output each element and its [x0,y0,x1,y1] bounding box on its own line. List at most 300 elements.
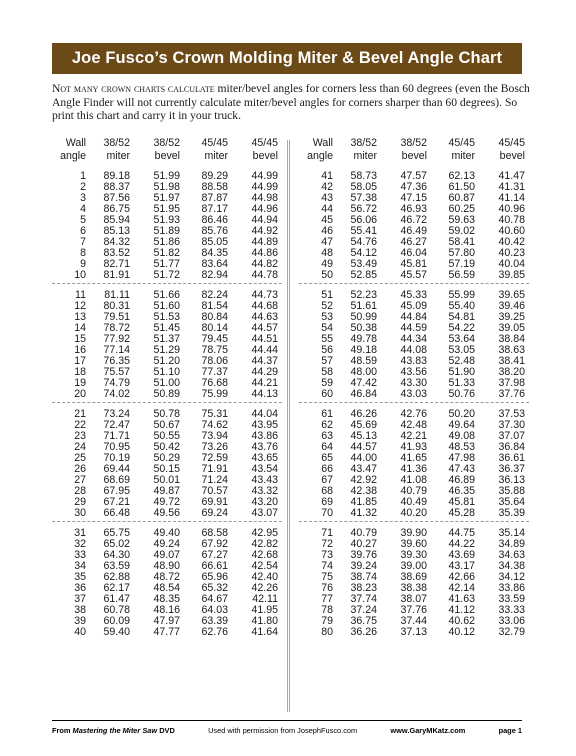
miter-4545-cell: 61.50 [448,181,475,193]
row-group [299,409,529,519]
miter-4545-cell: 46.89 [448,474,475,486]
bevel-4545-cell: 44.94 [251,214,278,226]
wall-angle-cell: 56 [321,344,333,356]
wall-angle-cell: 77 [321,593,333,605]
header-4545-bevel: 45/45 bevel [498,137,525,162]
bevel-3852-cell: 51.10 [153,366,180,378]
miter-3852-cell: 73.24 [103,408,130,420]
miter-3852-cell: 52.85 [350,269,377,281]
wall-angle-cell: 29 [74,496,86,508]
wall-angle-cell: 47 [321,236,333,248]
bevel-4545-cell: 37.07 [498,430,525,442]
wall-angle-cell: 45 [321,214,333,226]
miter-3852-cell: 42.38 [350,485,377,497]
table-row [299,627,529,638]
miter-3852-cell: 62.88 [103,571,130,583]
wall-angle-cell: 16 [74,344,86,356]
miter-4545-cell: 84.35 [201,247,228,259]
bevel-4545-cell: 42.68 [251,549,278,561]
wall-angle-cell: 34 [74,560,86,572]
bevel-4545-cell: 44.86 [251,247,278,259]
miter-3852-cell: 64.30 [103,549,130,561]
bevel-3852-cell: 50.55 [153,430,180,442]
bevel-4545-cell: 41.31 [498,181,525,193]
bevel-4545-cell: 38.84 [498,333,525,345]
miter-4545-cell: 81.54 [201,300,228,312]
bevel-3852-cell: 41.93 [400,441,427,453]
bevel-4545-cell: 35.64 [498,496,525,508]
bevel-4545-cell: 38.20 [498,366,525,378]
bevel-3852-cell: 50.15 [153,463,180,475]
miter-4545-cell: 77.37 [201,366,228,378]
bevel-4545-cell: 32.79 [498,626,525,638]
bevel-3852-cell: 44.08 [400,344,427,356]
miter-3852-cell: 41.85 [350,496,377,508]
miter-3852-cell: 57.38 [350,192,377,204]
bevel-4545-cell: 44.68 [251,300,278,312]
table-body [299,171,529,638]
bevel-3852-cell: 50.01 [153,474,180,486]
page-title: Joe Fusco’s Crown Molding Miter & Bevel Angle Chart [52,43,522,74]
bevel-3852-cell: 49.56 [153,507,180,519]
table-row [52,389,282,400]
miter-3852-cell: 45.13 [350,430,377,442]
miter-3852-cell: 58.05 [350,181,377,193]
bevel-4545-cell: 39.46 [498,300,525,312]
wall-angle-cell: 15 [74,333,86,345]
bevel-3852-cell: 50.89 [153,388,180,400]
miter-4545-cell: 51.90 [448,366,475,378]
miter-3852-cell: 81.91 [103,269,130,281]
bevel-3852-cell: 50.29 [153,452,180,464]
bevel-3852-cell: 44.59 [400,322,427,334]
bevel-4545-cell: 40.96 [498,203,525,215]
table-header [52,137,282,163]
bevel-3852-cell: 37.76 [400,604,427,616]
bevel-3852-cell: 50.42 [153,441,180,453]
miter-4545-cell: 69.91 [201,496,228,508]
bevel-3852-cell: 46.04 [400,247,427,259]
miter-4545-cell: 82.94 [201,269,228,281]
bevel-3852-cell: 40.49 [400,496,427,508]
table-row [299,270,529,281]
table-header [299,137,529,163]
intro-rest: miter/bevel angles for corners less than 60 degrees (even the Bosch Angle Finder will not currently calculate miter/bevel angles for corners sharper than 60 degrees). So print this chart and carry it in your truck. [52,82,530,123]
miter-3852-cell: 87.56 [103,192,130,204]
wall-angle-cell: 46 [321,225,333,237]
column-divider [287,140,290,712]
miter-4545-cell: 85.05 [201,236,228,248]
miter-4545-cell: 76.68 [201,377,228,389]
bevel-4545-cell: 42.26 [251,582,278,594]
bevel-3852-cell: 40.79 [400,485,427,497]
footer-website: www.GaryMKatz.com [390,726,466,735]
bevel-3852-cell: 51.60 [153,300,180,312]
bevel-4545-cell: 44.29 [251,366,278,378]
bevel-3852-cell: 45.33 [400,289,427,301]
wall-angle-cell: 36 [74,582,86,594]
miter-4545-cell: 65.96 [201,571,228,583]
bevel-4545-cell: 43.32 [251,485,278,497]
bevel-4545-cell: 43.43 [251,474,278,486]
wall-angle-cell: 68 [321,485,333,497]
miter-3852-cell: 40.27 [350,538,377,550]
miter-3852-cell: 37.74 [350,593,377,605]
wall-angle-cell: 60 [321,388,333,400]
miter-4545-cell: 80.84 [201,311,228,323]
miter-3852-cell: 38.74 [350,571,377,583]
miter-4545-cell: 68.58 [201,527,228,539]
miter-4545-cell: 40.12 [448,626,475,638]
bevel-4545-cell: 36.37 [498,463,525,475]
miter-4545-cell: 53.05 [448,344,475,356]
bevel-4545-cell: 36.61 [498,452,525,464]
miter-4545-cell: 69.24 [201,507,228,519]
miter-3852-cell: 79.51 [103,311,130,323]
miter-4545-cell: 46.35 [448,485,475,497]
bevel-3852-cell: 46.93 [400,203,427,215]
miter-4545-cell: 45.81 [448,496,475,508]
bevel-4545-cell: 44.99 [251,170,278,182]
bevel-4545-cell: 44.73 [251,289,278,301]
bevel-4545-cell: 33.59 [498,593,525,605]
wall-angle-cell: 35 [74,571,86,583]
miter-4545-cell: 89.29 [201,170,228,182]
wall-angle-cell: 64 [321,441,333,453]
wall-angle-cell: 31 [74,527,86,539]
wall-angle-cell: 20 [74,388,86,400]
miter-4545-cell: 83.64 [201,258,228,270]
miter-4545-cell: 47.43 [448,463,475,475]
miter-3852-cell: 62.17 [103,582,130,594]
miter-4545-cell: 51.33 [448,377,475,389]
bevel-4545-cell: 34.89 [498,538,525,550]
bevel-3852-cell: 43.30 [400,377,427,389]
wall-angle-cell: 28 [74,485,86,497]
miter-3852-cell: 38.23 [350,582,377,594]
miter-3852-cell: 81.11 [104,289,130,301]
miter-3852-cell: 59.40 [103,626,130,638]
bevel-3852-cell: 51.20 [153,355,180,367]
bevel-4545-cell: 38.41 [498,355,525,367]
wall-angle-cell: 2 [80,181,86,193]
miter-4545-cell: 79.45 [201,333,228,345]
bevel-4545-cell: 39.85 [498,269,525,281]
bevel-3852-cell: 51.93 [153,214,180,226]
miter-4545-cell: 54.22 [448,322,475,334]
miter-3852-cell: 61.47 [103,593,130,605]
bevel-3852-cell: 41.36 [400,463,427,475]
wall-angle-cell: 13 [74,311,86,323]
bevel-3852-cell: 51.53 [153,311,180,323]
header-3852-bevel: 38/52 bevel [400,137,427,162]
miter-3852-cell: 48.59 [350,355,377,367]
miter-4545-cell: 57.80 [448,247,475,259]
miter-3852-cell: 60.09 [103,615,130,627]
bevel-3852-cell: 49.72 [153,496,180,508]
footer-rule [52,720,522,721]
bevel-4545-cell: 39.65 [498,289,525,301]
wall-angle-cell: 30 [74,507,86,519]
wall-angle-cell: 11 [75,289,86,301]
wall-angle-cell: 78 [321,604,333,616]
miter-3852-cell: 49.18 [350,344,377,356]
header-4545-miter: 45/45 miter [201,137,228,162]
bevel-4545-cell: 35.14 [498,527,525,539]
wall-angle-cell: 70 [321,507,333,519]
miter-3852-cell: 42.92 [350,474,377,486]
miter-3852-cell: 45.69 [350,419,377,431]
miter-4545-cell: 73.94 [201,430,228,442]
wall-angle-cell: 75 [321,571,333,583]
miter-4545-cell: 57.19 [448,258,475,270]
miter-3852-cell: 82.71 [103,258,130,270]
bevel-4545-cell: 38.63 [498,344,525,356]
miter-4545-cell: 42.66 [448,571,475,583]
miter-4545-cell: 62.76 [201,626,228,638]
table-row [299,508,529,519]
bevel-3852-cell: 48.72 [153,571,180,583]
wall-angle-cell: 59 [321,377,333,389]
header-4545-bevel: 45/45 bevel [251,137,278,162]
bevel-3852-cell: 49.24 [153,538,180,550]
bevel-3852-cell: 51.95 [153,203,180,215]
miter-3852-cell: 48.00 [350,366,377,378]
header-wall-angle: Wall angle [60,137,86,162]
wall-angle-cell: 12 [74,300,86,312]
bevel-4545-cell: 35.39 [498,507,525,519]
miter-4545-cell: 82.24 [201,289,228,301]
bevel-3852-cell: 51.45 [153,322,180,334]
miter-4545-cell: 42.14 [448,582,475,594]
miter-4545-cell: 87.17 [201,203,228,215]
bevel-3852-cell: 49.87 [153,485,180,497]
wall-angle-cell: 25 [74,452,86,464]
table-row [52,508,282,519]
footer-permission: Used with permission from JosephFusco.com [208,726,358,735]
wall-angle-cell: 9 [80,258,86,270]
wall-angle-cell: 50 [321,269,333,281]
miter-3852-cell: 56.06 [350,214,377,226]
miter-4545-cell: 60.87 [448,192,475,204]
miter-3852-cell: 58.73 [350,170,377,182]
bevel-3852-cell: 51.66 [153,289,180,301]
miter-3852-cell: 77.14 [103,344,130,356]
bevel-4545-cell: 44.98 [251,192,278,204]
miter-3852-cell: 55.41 [350,225,377,237]
bevel-3852-cell: 39.30 [400,549,427,561]
miter-4545-cell: 55.99 [448,289,475,301]
header-3852-miter: 38/52 miter [103,137,130,162]
header-4545-miter: 45/45 miter [448,137,475,162]
bevel-4545-cell: 44.51 [251,333,278,345]
miter-3852-cell: 52.23 [350,289,377,301]
bevel-3852-cell: 48.35 [153,593,180,605]
miter-3852-cell: 39.76 [350,549,377,561]
bevel-3852-cell: 43.03 [400,388,427,400]
bevel-3852-cell: 37.13 [400,626,427,638]
miter-4545-cell: 63.39 [201,615,228,627]
wall-angle-cell: 72 [321,538,333,550]
bevel-3852-cell: 38.38 [400,582,427,594]
bevel-4545-cell: 40.23 [498,247,525,259]
miter-3852-cell: 88.37 [103,181,130,193]
bevel-3852-cell: 51.72 [153,269,180,281]
miter-3852-cell: 41.32 [350,507,377,519]
bevel-3852-cell: 43.83 [400,355,427,367]
bevel-4545-cell: 42.95 [251,527,278,539]
wall-angle-cell: 39 [74,615,86,627]
table-row [299,389,529,400]
bevel-3852-cell: 50.67 [153,419,180,431]
bevel-4545-cell: 33.06 [498,615,525,627]
miter-4545-cell: 71.91 [201,463,228,475]
wall-angle-cell: 69 [321,496,333,508]
wall-angle-cell: 73 [321,549,333,561]
header-3852-miter: 38/52 miter [350,137,377,162]
intro-lead: Not many crown charts calculate [52,82,215,95]
bevel-3852-cell: 46.27 [400,236,427,248]
wall-angle-cell: 26 [74,463,86,475]
bevel-4545-cell: 34.38 [498,560,525,572]
miter-3852-cell: 84.32 [103,236,130,248]
wall-angle-cell: 1 [80,170,86,182]
miter-3852-cell: 78.72 [103,322,130,334]
wall-angle-cell: 54 [321,322,333,334]
bevel-4545-cell: 43.54 [251,463,278,475]
miter-4545-cell: 49.64 [448,419,475,431]
wall-angle-cell: 10 [74,269,86,281]
miter-4545-cell: 78.06 [201,355,228,367]
bevel-4545-cell: 37.30 [498,419,525,431]
miter-3852-cell: 37.24 [350,604,377,616]
bevel-4545-cell: 37.76 [498,388,525,400]
miter-3852-cell: 89.18 [103,170,130,182]
miter-4545-cell: 50.20 [448,408,475,420]
miter-3852-cell: 74.79 [103,377,130,389]
miter-4545-cell: 72.59 [201,452,228,464]
miter-3852-cell: 67.21 [103,496,130,508]
miter-3852-cell: 66.48 [103,507,130,519]
wall-angle-cell: 57 [321,355,333,367]
bevel-3852-cell: 39.90 [400,527,427,539]
bevel-4545-cell: 44.21 [251,377,278,389]
bevel-3852-cell: 47.57 [400,170,427,182]
bevel-4545-cell: 44.89 [251,236,278,248]
bevel-4545-cell: 43.07 [251,507,278,519]
bevel-4545-cell: 41.14 [498,192,525,204]
miter-3852-cell: 85.94 [103,214,130,226]
bevel-3852-cell: 42.48 [400,419,427,431]
bevel-3852-cell: 44.34 [400,333,427,345]
wall-angle-cell: 37 [74,593,86,605]
miter-4545-cell: 45.28 [448,507,475,519]
bevel-4545-cell: 39.05 [498,322,525,334]
angle-table-left [52,137,282,638]
wall-angle-cell: 19 [74,377,86,389]
miter-4545-cell: 62.13 [448,170,475,182]
miter-3852-cell: 36.75 [350,615,377,627]
bevel-3852-cell: 47.15 [400,192,427,204]
miter-4545-cell: 86.46 [201,214,228,226]
wall-angle-cell: 38 [74,604,86,616]
table-body [52,171,282,638]
bevel-4545-cell: 40.60 [498,225,525,237]
bevel-3852-cell: 39.00 [400,560,427,572]
miter-4545-cell: 66.61 [201,560,228,572]
bevel-4545-cell: 44.57 [251,322,278,334]
miter-4545-cell: 60.25 [448,203,475,215]
bevel-3852-cell: 46.49 [400,225,427,237]
wall-angle-cell: 7 [80,236,86,248]
bevel-3852-cell: 51.99 [153,170,180,182]
wall-angle-cell: 4 [80,203,86,215]
bevel-3852-cell: 41.08 [400,474,427,486]
miter-3852-cell: 56.72 [350,203,377,215]
wall-angle-cell: 42 [321,181,333,193]
miter-4545-cell: 75.99 [201,388,228,400]
miter-3852-cell: 50.99 [350,311,377,323]
miter-3852-cell: 85.13 [103,225,130,237]
wall-angle-cell: 51 [321,289,333,301]
miter-4545-cell: 74.62 [201,419,228,431]
miter-3852-cell: 80.31 [103,300,130,312]
miter-4545-cell: 55.40 [448,300,475,312]
bevel-3852-cell: 38.69 [400,571,427,583]
bevel-3852-cell: 51.97 [153,192,180,204]
bevel-3852-cell: 45.57 [400,269,427,281]
bevel-4545-cell: 42.11 [252,593,278,605]
wall-angle-cell: 65 [321,452,333,464]
intro-paragraph [52,82,530,123]
wall-angle-cell: 6 [80,225,86,237]
bevel-4545-cell: 41.80 [251,615,278,627]
miter-4545-cell: 54.81 [448,311,475,323]
bevel-4545-cell: 41.47 [498,170,525,182]
bevel-4545-cell: 37.53 [498,408,525,420]
bevel-3852-cell: 51.89 [153,225,180,237]
bevel-3852-cell: 51.37 [153,333,180,345]
bevel-4545-cell: 43.65 [251,452,278,464]
bevel-3852-cell: 51.00 [153,377,180,389]
table-row [52,270,282,281]
bevel-3852-cell: 49.40 [153,527,180,539]
bevel-4545-cell: 43.20 [251,496,278,508]
miter-3852-cell: 54.76 [350,236,377,248]
wall-angle-cell: 71 [321,527,333,539]
bevel-3852-cell: 51.86 [153,236,180,248]
miter-4545-cell: 49.08 [448,430,475,442]
header-wall-angle: Wall angle [307,137,333,162]
wall-angle-cell: 23 [74,430,86,442]
bevel-4545-cell: 44.63 [251,311,278,323]
bevel-3852-cell: 50.78 [153,408,180,420]
miter-3852-cell: 60.78 [103,604,130,616]
wall-angle-cell: 8 [80,247,86,259]
wall-angle-cell: 63 [321,430,333,442]
miter-3852-cell: 46.84 [350,388,377,400]
row-group [299,528,529,638]
angle-table-right [299,137,529,638]
bevel-4545-cell: 36.13 [498,474,525,486]
bevel-4545-cell: 34.12 [498,571,525,583]
wall-angle-cell: 43 [321,192,333,204]
bevel-3852-cell: 51.82 [153,247,180,259]
miter-4545-cell: 75.31 [201,408,228,420]
bevel-3852-cell: 49.07 [153,549,180,561]
miter-3852-cell: 75.57 [103,366,130,378]
wall-angle-cell: 33 [74,549,86,561]
